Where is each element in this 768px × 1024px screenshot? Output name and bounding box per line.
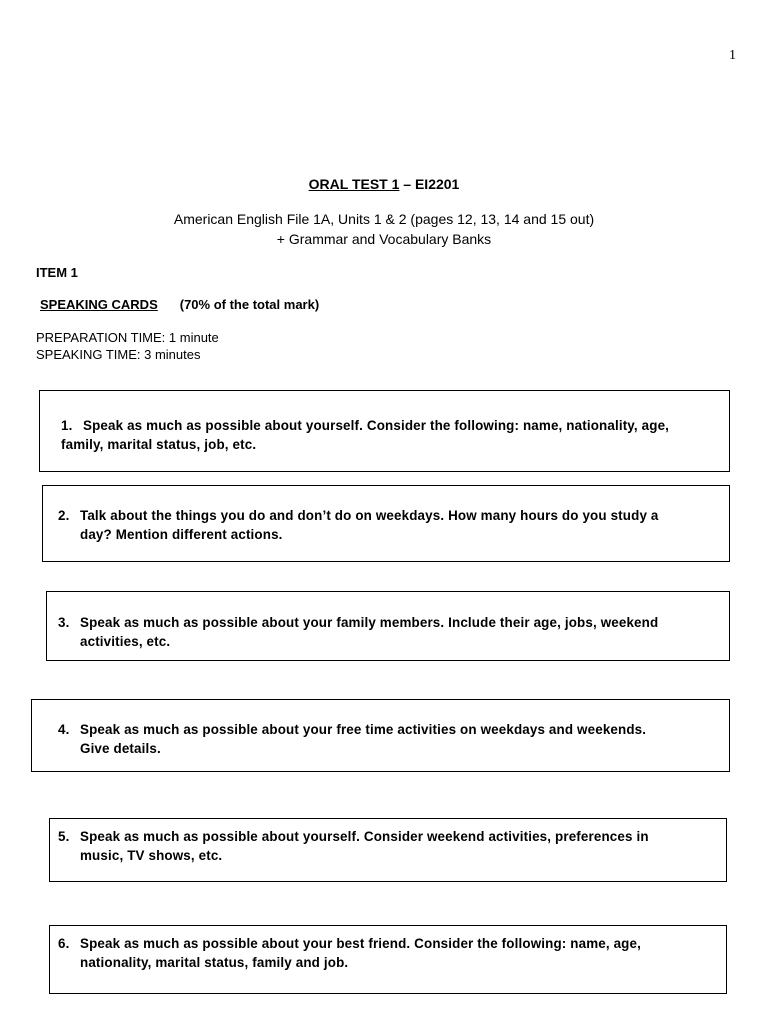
- card-line-2: music, TV shows, etc.: [80, 848, 223, 863]
- speaking-card-4-text: [58, 720, 726, 758]
- card-number: 3.: [58, 615, 70, 630]
- card-line-1: Speak as much as possible about yourself. Consider weekend activities, preferences in: [80, 829, 649, 844]
- speaking-time: SPEAKING TIME: 3 minutes: [36, 347, 201, 362]
- card-number: 2.: [58, 508, 70, 523]
- card-line-2: nationality, marital status, family and job.: [80, 955, 349, 970]
- card-number: 5.: [58, 829, 70, 844]
- speaking-card-2-text: [58, 506, 726, 544]
- page-title: [0, 176, 768, 192]
- card-number: 6.: [58, 936, 70, 951]
- speaking-cards-note: (70% of the total mark): [179, 297, 320, 312]
- card-line-1: Speak as much as possible about your best friend. Consider the following: name, age,: [80, 936, 641, 951]
- title-underlined: ORAL TEST 1: [308, 176, 400, 192]
- speaking-cards-label: SPEAKING CARDS: [40, 297, 158, 312]
- card-number: 4.: [58, 722, 70, 737]
- speaking-card-1-text: [61, 416, 729, 454]
- speaking-cards-heading: [40, 297, 319, 312]
- title-suffix: – EI2201: [399, 176, 460, 192]
- card-line-2: activities, etc.: [80, 634, 171, 649]
- subtitle-line-1: American English File 1A, Units 1 & 2 (pages 12, 13, 14 and 15 out): [173, 211, 595, 227]
- card-line-1: Speak as much as possible about your free time activities on weekdays and weekends.: [80, 722, 647, 737]
- card-number: 1.: [61, 418, 73, 433]
- preparation-time: PREPARATION TIME: 1 minute: [36, 330, 219, 345]
- speaking-card-6-text: [58, 934, 726, 972]
- subtitle-line-2: + Grammar and Vocabulary Banks: [276, 231, 492, 247]
- speaking-card-5-text: [58, 827, 726, 865]
- card-line-2: family, marital status, job, etc.: [61, 437, 257, 452]
- card-line-1: Talk about the things you do and don’t do on weekdays. How many hours do you study a: [80, 508, 659, 523]
- card-line-2: Give details.: [80, 741, 161, 756]
- card-line-2: day? Mention different actions.: [80, 527, 283, 542]
- item-heading: ITEM 1: [36, 265, 78, 280]
- speaking-card-3-text: [58, 613, 726, 651]
- card-line-1: Speak as much as possible about yourself. Consider the following: name, nationality, age,: [83, 418, 670, 433]
- page-number: 1: [729, 48, 736, 63]
- card-line-1: Speak as much as possible about your family members. Include their age, jobs, weekend: [80, 615, 659, 630]
